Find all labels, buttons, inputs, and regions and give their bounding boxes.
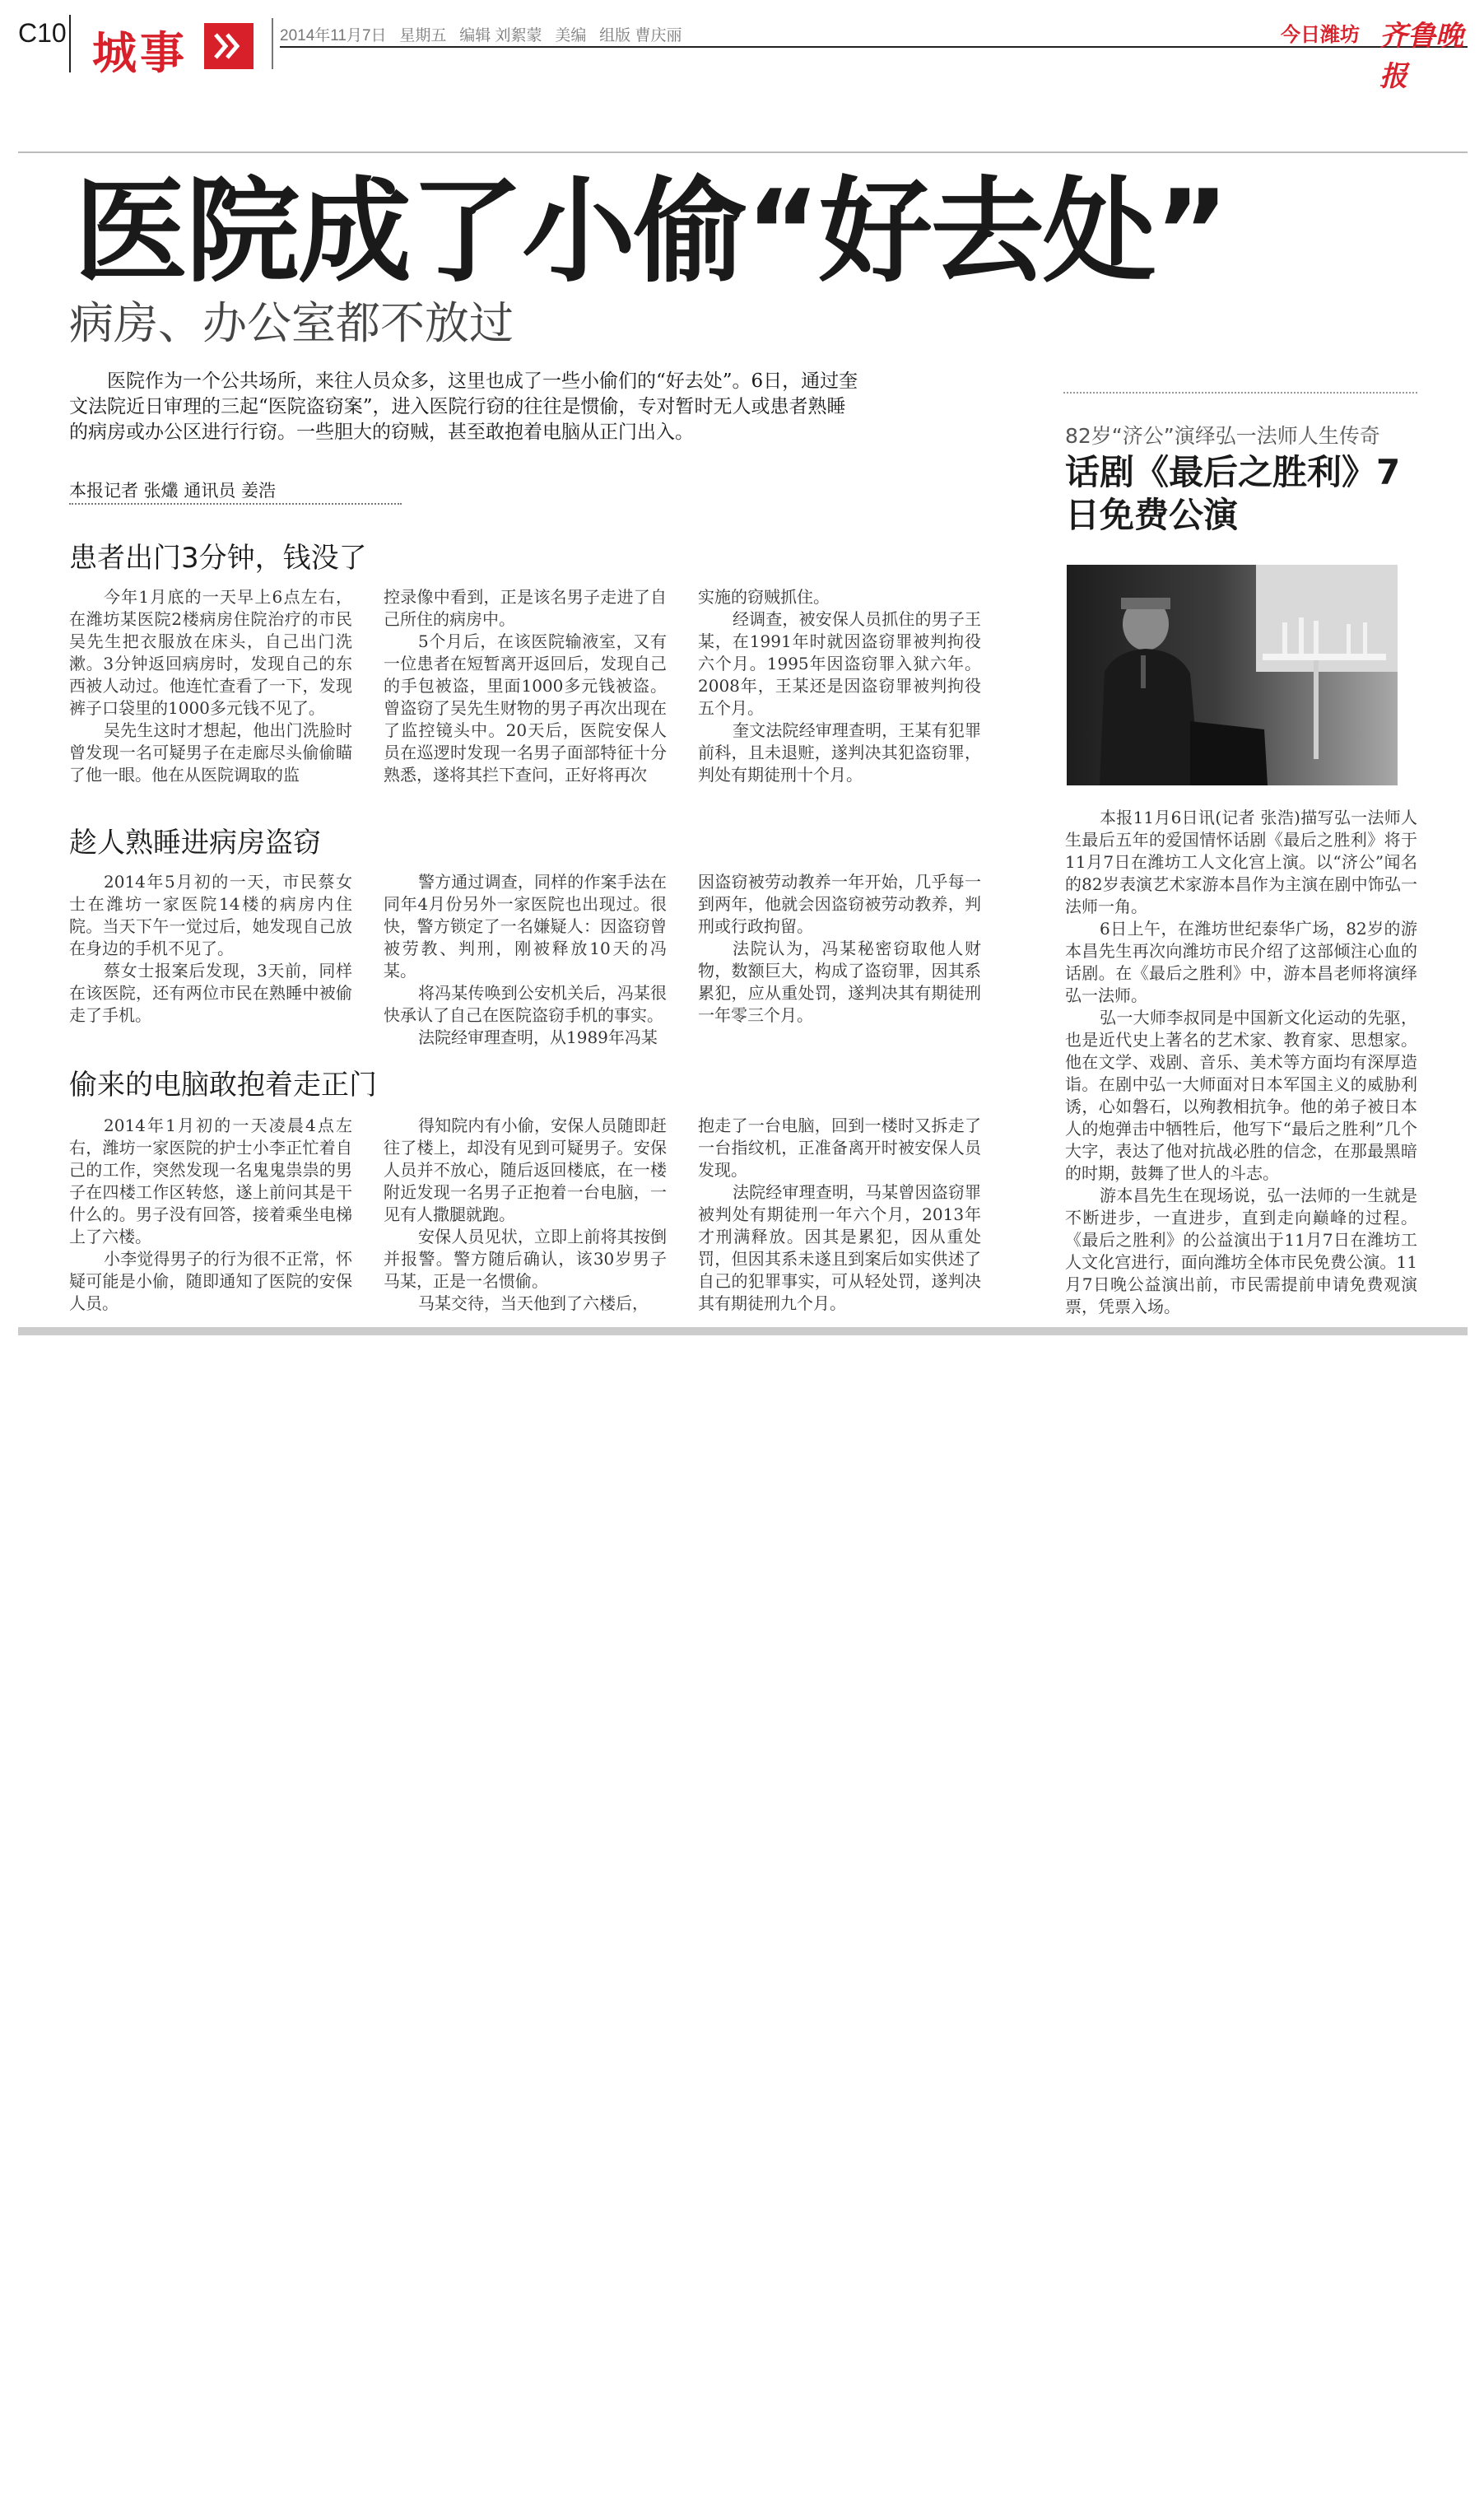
page-number: C10 [18,18,67,48]
paragraph: 今年1月底的一天早上6点左右，在潍坊某医院2楼病房住院治疗的市民吴先生把衣服放在床头，自己出门洗漱。3分钟返回病房时，发现自己的东西被人动过。他连忙查看了一下，发现裤子口袋里的1000多元钱不见了。 [69,587,352,718]
header-divider [69,15,71,72]
sidebar-body [1065,807,1417,1318]
text-column [69,1115,352,1315]
text-column [384,586,667,786]
section-heading: 患者出门3分钟，钱没了 [69,542,367,575]
subheadline: 病房、办公室都不放过 [69,297,514,349]
paragraph: 2014年1月初的一天凌晨4点左右，潍坊一家医院的护士小李正忙着自己的工作，突然发现一名鬼鬼祟祟的男子在四楼工作区转悠，遂上前问其是干什么的。男子没有回答，接着乘坐电梯上了六楼。 [69,1116,352,1246]
text-column [698,871,981,1027]
paragraph: 6日上午，在潍坊世纪泰华广场，82岁的游本昌先生再次向潍坊市民介绍了这部倾注心血的话剧。在《最后之胜利》中，游本昌老师将演绎弘一法师。 [1065,919,1417,1005]
text-column [384,1115,667,1315]
bottom-rule [18,1327,1468,1335]
lead-paragraph: 医院作为一个公共场所，来往人员众多，这里也成了一些小偷们的“好去处”。6日，通过奎文法院近日审理的三起“医院盗窃案”，进入医院行窃的往往是惯偷，专对暂时无人或患者熟睡的病房或办公区进行行窃。一些胆大的窃贼，甚至敢抱着电脑从正门出入。 [69,370,858,443]
paragraph: 弘一大师李叔同是中国新文化运动的先驱，也是近代史上著名的艺术家、教育家、思想家。他在文学、戏剧、音乐、美术等方面均有深厚造诣。在剧中弘一大师面对日本军国主义的威胁利诱，心如磐石，以殉教相抗争。他的弟子被日本人的炮弹击中牺牲后，他写下“最后之胜利”几个大字，表达了他对抗战必胜的信念，在那最黑暗的时期，鼓舞了世人的斗志。 [1065,1008,1417,1183]
paragraph: 法院经审理查明，马某曾因盗窃罪被判处有期徒刑一年六个月，2013年才刑满释放。因其是累犯，因从重处罚，但因其系未遂且到案后如实供述了自己的犯罪事实，可从轻处罚，遂判决其有期徒刑九个月。 [698,1182,981,1313]
byline: 本报记者 张爜 通讯员 姜浩 [69,481,277,501]
paragraph: 因盗窃被劳动教养一年开始，几乎每一到两年，他就会因盗窃被劳动教养，判刑或行政拘留。 [698,872,981,936]
header-divider-2 [272,18,273,69]
headline: 医院成了小偷“好去处” [74,165,1228,298]
paragraph: 控录像中看到，正是该名男子走进了自己所住的病房中。 [384,587,667,629]
paragraph: 经调查，被安保人员抓住的男子王某，在1991年时就因盗窃罪被判拘役六个月。1995年因盗窃罪入狱六年。2008年，王某还是因盗窃罪被判拘役五个月。 [698,609,981,718]
paragraph: 2014年5月初的一天，市民蔡女士在潍坊一家医院14楼的病房内住院。当天下午一觉过后，她发现自己放在身边的手机不见了。 [69,872,352,958]
paragraph: 奎文法院经审理查明，王某有犯罪前科，且未退赃，遂判决其犯盗窃罪，判处有期徒刑十个月。 [698,720,981,785]
news-photo [1067,565,1398,785]
paragraph: 5个月后，在该医院输液室，又有一位患者在短暂离开返回后，发现自己的手包被盗，里面1000多元钱被盗。曾盗窃了吴先生财物的男子再次出现在了监控镜头中。20天后，医院安保人员在巡逻时发现一名男子面部特征十分熟悉，遂将其拦下查问，正好将再次 [384,631,667,785]
paragraph: 法院认为，冯某秘密窃取他人财物，数额巨大，构成了盗窃罪，因其系累犯，应从重处罚，遂判决其有期徒刑一年零三个月。 [698,939,981,1025]
text-column [69,871,352,1027]
byline-rule [69,503,402,505]
sidebar-rule [1063,392,1417,394]
paragraph: 安保人员见状，立即上前将其按倒并报警。警方随后确认，该30岁男子马某，正是一名惯偷。 [384,1227,667,1291]
text-column [698,1115,981,1315]
section-heading: 偷来的电脑敢抱着走正门 [69,1069,377,1102]
paragraph: 得知院内有小偷，安保人员随即赶往了楼上，却没有见到可疑男子。安保人员并不放心，随后返回楼底，在一楼附近发现一名男子正抱着一台电脑，一见有人撒腿就跑。 [384,1116,667,1224]
paragraph: 本报11月6日讯(记者 张浩)描写弘一法师人生最后五年的爱国情怀话剧《最后之胜利》将于11月7日在潍坊工人文化宫上演。以“济公”闻名的82岁表演艺术家游本昌作为主演在剧中饰弘一法师一角。 [1065,808,1417,916]
text-column [384,871,667,1049]
paragraph: 吴先生这时才想起，他出门洗脸时曾发现一名可疑男子在走廊尽头偷偷瞄了他一眼。他在从医院调取的监 [69,720,352,785]
masthead-info: 2014年11月7日 星期五 编辑 刘絮蒙 美编 组版 曹庆丽 [280,27,682,44]
sidebar-kicker: 82岁“济公”演绎弘一法师人生传奇 [1065,424,1380,448]
paragraph: 抱走了一台电脑，回到一楼时又拆走了一台指纹机，正准备离开时被安保人员发现。 [698,1116,981,1180]
sidebar-title: 话剧《最后之胜利》7日免费公演 [1065,452,1401,535]
section-title: 城事 [92,27,188,79]
today-label: 今日潍坊 [1281,23,1360,46]
paragraph: 将冯某传唤到公安机关后，冯某很快承认了自己在医院盗窃手机的事实。 [384,983,667,1025]
text-column [69,586,352,786]
text-column [698,586,981,786]
section-heading: 趁人熟睡进病房盗窃 [69,827,321,860]
paragraph: 马某交待，当天他到了六楼后， [418,1293,649,1313]
paragraph: 警方通过调查，同样的作案手法在同年4月份另外一家医院也出现过。很快，警方锁定了一名嫌疑人：因盗窃曾被劳教、判刑，刚被释放10天的冯某。 [384,872,667,981]
paragraph: 蔡女士报案后发现，3天前，同样在该医院，还有两位市民在熟睡中被偷走了手机。 [69,961,352,1025]
paragraph: 实施的窃贼抓住。 [698,587,830,607]
paragraph: 法院经审理查明，从1989年冯某 [418,1027,658,1047]
chevron-right-icon [204,23,254,69]
top-rule [18,151,1468,153]
paragraph: 小李觉得男子的行为很不正常，怀疑可能是小偷，随即通知了医院的安保人员。 [69,1249,352,1313]
paragraph: 游本昌先生在现场说，弘一法师的一生就是不断进步，一直进步，直到走向巅峰的过程。《最后之胜利》的公益演出于11月7日在潍坊工人文化宫进行，面向潍坊全体市民免费公演。11月7日晚公益演出前，市民需提前申请免费观演票，凭票入场。 [1065,1186,1417,1316]
paper-logo: 齐鲁晚报 [1379,20,1463,93]
